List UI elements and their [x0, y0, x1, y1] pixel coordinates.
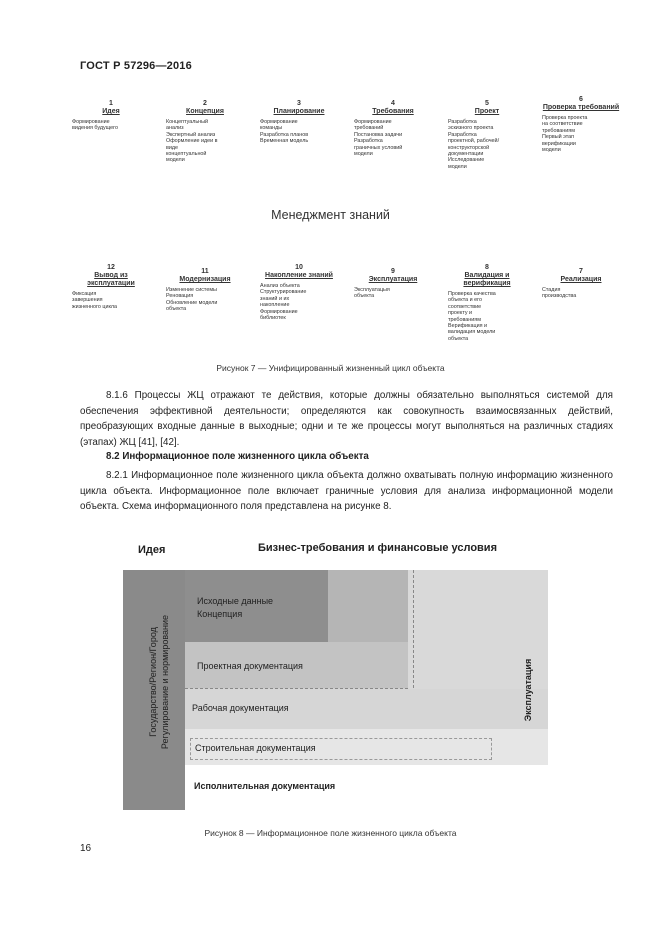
- desc-line: знаний и их: [260, 295, 290, 302]
- desc-line: виде: [166, 144, 179, 151]
- desc-line: модели: [448, 163, 467, 170]
- desc-line: Разработка планов: [260, 131, 309, 138]
- construction-doc-label: Строительная документация: [195, 743, 316, 753]
- desc-line: требований: [354, 125, 384, 132]
- stage-title: Валидация и верификация: [463, 272, 511, 287]
- desc-line: Оформление идеи в: [166, 138, 218, 145]
- executive-doc-label: Исполнительная документация: [194, 781, 336, 791]
- desc-line: Проверка качества: [448, 291, 496, 297]
- desc-line: требованиям: [542, 127, 575, 134]
- idea-label: Идея: [138, 544, 166, 556]
- desc-line: жизненного цикла: [72, 303, 118, 310]
- desc-line: объекта и его: [448, 297, 482, 304]
- desc-line: Постановка задачи: [354, 131, 403, 138]
- stage-title: Эксплуатация: [368, 276, 418, 283]
- stage-number: 11: [201, 268, 209, 275]
- dashed-separator: [413, 570, 414, 688]
- desc-line: требованиям: [448, 316, 481, 323]
- desc-line: модели: [542, 147, 561, 154]
- desc-line: команды: [260, 125, 283, 132]
- desc-line: проекту и: [448, 310, 473, 317]
- stage-title: Вывод из эксплуатации: [87, 272, 135, 287]
- initial-data-label: Исходные данные: [197, 596, 274, 606]
- concept-label: Концепция: [197, 609, 243, 619]
- desc-line: библиотек: [260, 315, 286, 322]
- desc-line: Формирование: [260, 119, 298, 125]
- desc-line: Исследование: [448, 157, 485, 164]
- desc-line: модели: [166, 157, 185, 164]
- desc-line: Формирование: [354, 119, 392, 125]
- desc-line: конструкторской: [448, 144, 490, 151]
- desc-line: Анализ объекта: [260, 283, 300, 289]
- desc-line: верификации: [542, 140, 576, 147]
- desc-line: объекта: [166, 306, 187, 313]
- stage-number: 2: [203, 100, 207, 107]
- desc-line: объекта: [448, 335, 469, 342]
- stage-title: Требования: [372, 108, 414, 115]
- knowledge-management-title: Менеджмент знаний: [271, 208, 390, 222]
- stage-title: Идея: [102, 108, 120, 115]
- desc-line: Стадия: [542, 287, 561, 293]
- stage-title: Планирование: [273, 108, 325, 115]
- desc-line: Структурирование: [260, 289, 307, 296]
- stage-number: 12: [107, 264, 115, 271]
- desc-line: Концептуальный: [166, 119, 209, 125]
- desc-line: валидация модели: [448, 329, 496, 336]
- stage-number: 3: [297, 100, 301, 107]
- desc-line: Разработка: [448, 131, 477, 138]
- stage-number: 9: [391, 268, 395, 275]
- business-requirements-label: Бизнес-требования и финансовые условия: [258, 542, 497, 554]
- desc-line: накопление: [260, 302, 290, 309]
- section-heading-8-2: 8.2 Информационное поле жизненного цикла объекта: [106, 451, 369, 462]
- operation-label: Эксплуатация: [523, 658, 533, 722]
- stage-title: Реализация: [560, 276, 602, 283]
- desc-line: объекта: [354, 293, 375, 300]
- desc-line: Эксплуатацыя: [354, 287, 390, 293]
- desc-line: Формирование: [260, 308, 298, 315]
- regulation-label: Регулирование и нормирование: [160, 614, 170, 750]
- desc-line: видения будущего: [72, 125, 118, 132]
- stage-number: 4: [391, 100, 395, 107]
- stage-title: Концепция: [186, 108, 224, 115]
- stage-number: 10: [295, 264, 303, 271]
- stage-number: 6: [579, 96, 583, 103]
- desc-line: Фиксация: [72, 291, 97, 297]
- paragraph-text: 8.1.6 Процессы ЖЦ отражают те действия, которые должны обязательно выполняться системой для обеспечения эффективной деятельности; определяются как совокупность взаимосвязанных действий, преобразующих входные данные в выходные; одни и те же процессы могут выполняться на различных стадиях (этапах) ЖЦ [41], [42].: [80, 390, 613, 448]
- desc-line: анализ: [166, 125, 184, 132]
- desc-line: Проверка проекта: [542, 115, 588, 121]
- desc-line: граничных условий: [354, 144, 403, 151]
- document-header: ГОСТ Р 57296—2016: [80, 60, 192, 72]
- desc-line: на соответствие: [542, 121, 583, 128]
- desc-line: производства: [542, 293, 577, 300]
- desc-line: завершения: [72, 297, 103, 304]
- figure-8-caption: Рисунок 8 — Информационное поле жизненного цикла объекта: [204, 828, 457, 838]
- stage-number: 7: [579, 268, 583, 275]
- desc-line: Реновация: [166, 293, 194, 300]
- desc-line: Изменение системы: [166, 287, 217, 293]
- state-region-city-label: Государство/Регион/Город: [148, 627, 158, 737]
- desc-line: концептуальной: [166, 151, 207, 158]
- stage-number: 5: [485, 100, 489, 107]
- desc-line: Формирование: [72, 119, 110, 125]
- project-doc-label: Проектная документация: [197, 661, 303, 671]
- stage-number: 1: [109, 100, 113, 107]
- desc-line: Разработка: [448, 119, 477, 125]
- initial-data-block: [185, 570, 328, 642]
- desc-line: эскизного проекта: [448, 125, 494, 132]
- desc-line: Разработка: [354, 138, 383, 145]
- desc-line: Верификация и: [448, 323, 488, 330]
- stage-title: Проект: [474, 108, 500, 115]
- stage-title: Модернизация: [179, 276, 231, 283]
- paragraph-text: 8.2.1 Информационное поле жизненного цикла объекта должно охватывать полную информацию жизненного цикла объекта. Информационное поле включает граничные условия для анализа информационной модели объекта. Схема информационного поля представлена на рисунке 8.: [80, 470, 613, 512]
- desc-line: Обновление модели: [166, 299, 218, 306]
- desc-line: Первый этап: [542, 134, 575, 141]
- desc-line: документации: [448, 151, 484, 158]
- stage-number: 8: [485, 264, 489, 271]
- desc-line: модели: [354, 151, 373, 158]
- stage-title: Накопление знаний: [265, 272, 333, 279]
- desc-line: проектной, рабочей/: [448, 138, 500, 145]
- working-doc-label: Рабочая документация: [192, 703, 289, 713]
- desc-line: соответствие: [448, 303, 482, 310]
- figure-7-caption: Рисунок 7 — Унифицированный жизненный цикл объекта: [216, 363, 445, 373]
- desc-line: Временная модель: [260, 138, 309, 145]
- page-number: 16: [80, 843, 92, 854]
- stage-title: Проверка требований: [542, 104, 620, 111]
- desc-line: Экспертный анализ: [166, 131, 216, 138]
